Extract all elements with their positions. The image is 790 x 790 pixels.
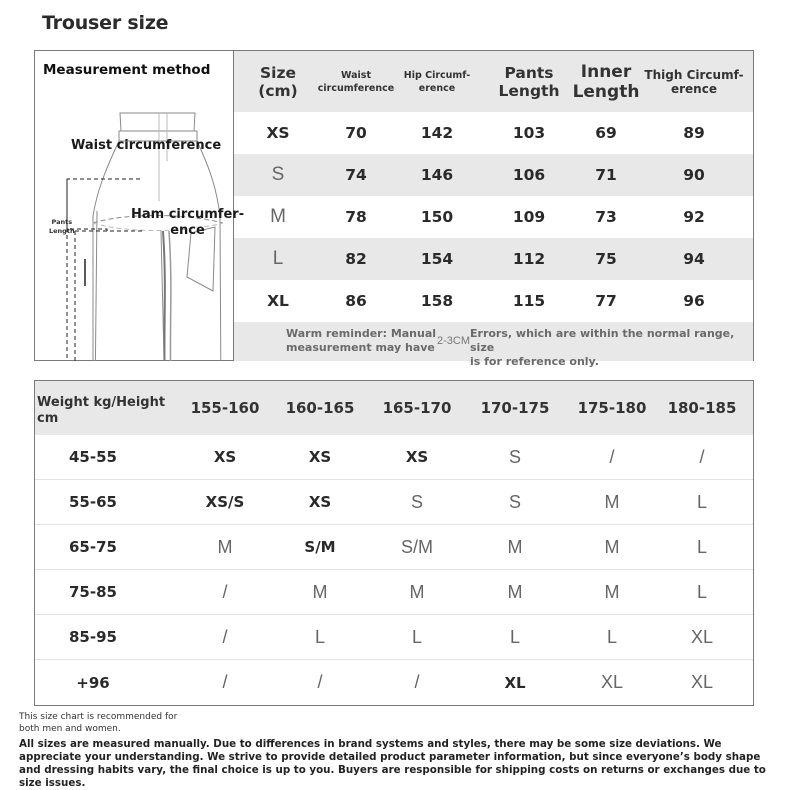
header-hip: Hip Circumf- erence xyxy=(403,69,471,94)
pants-length-label xyxy=(49,218,75,236)
size-rec-cell: XL xyxy=(690,626,714,647)
hip-cell: 150 xyxy=(420,208,454,226)
size-cell: XS xyxy=(266,124,290,142)
page-title: Trouser size xyxy=(42,12,169,34)
size-cell: M xyxy=(270,206,286,227)
size-rec-cell: / xyxy=(222,581,228,602)
thigh-cell: 90 xyxy=(683,166,705,184)
header-pants-length: Pants Length xyxy=(498,63,560,100)
weight-row xyxy=(35,570,753,615)
measurement-method-label: Measurement method xyxy=(43,62,211,78)
inner-length-cell: 77 xyxy=(595,292,617,310)
hip-cell: 146 xyxy=(420,166,454,184)
header-size: Size (cm) xyxy=(258,63,298,100)
size-rec-cell: M xyxy=(312,581,328,602)
thigh-cell: 94 xyxy=(683,250,705,268)
size-rec-cell: S/M xyxy=(400,536,433,557)
size-row-l xyxy=(234,238,753,280)
size-rec-cell: S xyxy=(508,446,521,467)
pants-length-cell: 112 xyxy=(512,250,546,268)
size-rec-cell: L xyxy=(696,491,707,512)
size-rec-cell: / xyxy=(414,672,420,692)
weight-row xyxy=(35,615,753,660)
measurement-panel xyxy=(35,51,245,360)
size-row-xl xyxy=(234,280,753,322)
size-rec-cell: XS xyxy=(405,448,429,466)
size-rec-cell: / xyxy=(699,446,705,467)
inner-length-cell: 69 xyxy=(595,124,617,142)
size-rec-cell: M xyxy=(604,536,620,557)
hip-cell: 142 xyxy=(420,124,454,142)
height-header: 180-185 xyxy=(667,399,737,417)
weight-row xyxy=(35,435,753,480)
size-rec-cell: M xyxy=(507,581,523,602)
size-rec-cell: L xyxy=(314,626,325,647)
ham-label-line1: Ham circumfer- xyxy=(131,207,245,222)
size-rec-cell: M xyxy=(604,581,620,602)
size-rec-cell: / xyxy=(222,626,228,647)
size-rec-cell: L xyxy=(696,536,707,557)
height-header: 165-170 xyxy=(382,399,452,417)
waist-cell: 78 xyxy=(345,208,367,226)
size-rec-cell: M xyxy=(217,536,233,557)
size-table-header xyxy=(234,51,753,112)
size-rec-cell: XS xyxy=(308,448,332,466)
size-rec-cell: S xyxy=(508,491,521,512)
size-rec-cell: / xyxy=(222,672,228,692)
note-range: 2-3CM xyxy=(437,335,471,347)
pants-label-line1: Pants xyxy=(51,218,73,226)
disclaimer: All sizes are measured manually. Due to differences in brand systems and styles, there may be some size deviations. We appreciate your understanding. We strive to provide detailed product parameter information, but since everyone’s body shape and dressing habits vary, the final choice is up to you. Buyers are responsible for shipping costs on returns or exchanges due to size issues. xyxy=(19,738,766,789)
size-rec-cell: XL xyxy=(690,672,714,692)
height-header: 170-175 xyxy=(480,399,550,417)
weight-label: 55-65 xyxy=(69,493,117,511)
size-rec-cell: XL xyxy=(600,672,624,692)
inner-length-cell: 73 xyxy=(595,208,617,226)
size-row-s xyxy=(234,154,753,196)
note-part2: Errors, which are within the normal range, size is for reference only. xyxy=(470,327,735,368)
size-rec-cell: XL xyxy=(504,673,526,692)
pants-length-cell: 109 xyxy=(512,208,546,226)
waist-cell: 86 xyxy=(345,292,367,310)
unisex-note: This size chart is recommended for both men and women. xyxy=(19,712,178,734)
height-header: 160-165 xyxy=(285,399,355,417)
warm-reminder-note xyxy=(234,322,753,368)
waist-cell: 74 xyxy=(345,166,367,184)
size-rec-cell: L xyxy=(509,626,520,647)
waist-circumference-label: Waist circumference xyxy=(71,138,222,153)
size-rec-cell: L xyxy=(696,581,707,602)
note-part1: Warm reminder: Manual measurement may have xyxy=(286,327,437,354)
header-waist: Waist circumference xyxy=(317,69,395,94)
weight-label: 75-85 xyxy=(69,583,117,601)
recommendation-header xyxy=(35,381,753,435)
hip-cell: 154 xyxy=(420,250,454,268)
inner-length-cell: 71 xyxy=(595,166,617,184)
thigh-cell: 96 xyxy=(683,292,705,310)
size-rec-cell: L xyxy=(411,626,422,647)
waist-cell: 82 xyxy=(345,250,367,268)
weight-row xyxy=(35,480,753,525)
header-thigh: Thigh Circumf- erence xyxy=(644,67,744,96)
size-rec-cell: L xyxy=(606,626,617,647)
weight-label: 85-95 xyxy=(69,628,117,646)
size-rec-cell: / xyxy=(317,672,323,692)
pants-label-line2: Length xyxy=(49,227,75,235)
pants-length-cell: 103 xyxy=(512,124,546,142)
size-cell: S xyxy=(271,164,285,185)
size-rec-cell: S xyxy=(410,491,423,512)
waist-cell: 70 xyxy=(345,124,367,142)
header-inner-length: Inner Length xyxy=(572,61,640,102)
size-rec-cell: S/M xyxy=(304,538,336,556)
height-header: 175-180 xyxy=(577,399,647,417)
size-rec-cell: XS xyxy=(213,448,237,466)
size-rec-cell: / xyxy=(609,446,615,467)
thigh-cell: 92 xyxy=(683,208,705,226)
size-row-m xyxy=(234,196,753,238)
weight-height-corner: Weight kg/Height cm xyxy=(37,395,166,426)
size-rec-cell: XS/S xyxy=(205,493,245,511)
weight-label: 45-55 xyxy=(69,448,117,466)
size-row-xs xyxy=(234,112,753,154)
recommendation-table xyxy=(34,380,754,706)
inner-length-cell: 75 xyxy=(595,250,617,268)
pants-length-cell: 106 xyxy=(512,166,546,184)
weight-label: +96 xyxy=(76,673,110,692)
weight-label: 65-75 xyxy=(69,538,117,556)
weight-row xyxy=(35,525,753,570)
hip-cell: 158 xyxy=(420,292,454,310)
pants-length-cell: 115 xyxy=(512,292,546,310)
size-table xyxy=(34,50,754,368)
size-rec-cell: M xyxy=(409,581,425,602)
weight-row xyxy=(35,660,753,705)
size-cell: XL xyxy=(267,292,289,310)
size-rec-cell: XS xyxy=(308,493,332,511)
size-rec-cell: M xyxy=(507,536,523,557)
ham-circumference-label xyxy=(131,207,244,239)
height-header: 155-160 xyxy=(190,399,260,417)
size-cell: L xyxy=(272,248,284,269)
thigh-cell: 89 xyxy=(683,124,705,142)
ham-label-line2: ence xyxy=(170,223,205,238)
size-rec-cell: M xyxy=(604,491,620,512)
size-data-panel xyxy=(234,51,753,368)
